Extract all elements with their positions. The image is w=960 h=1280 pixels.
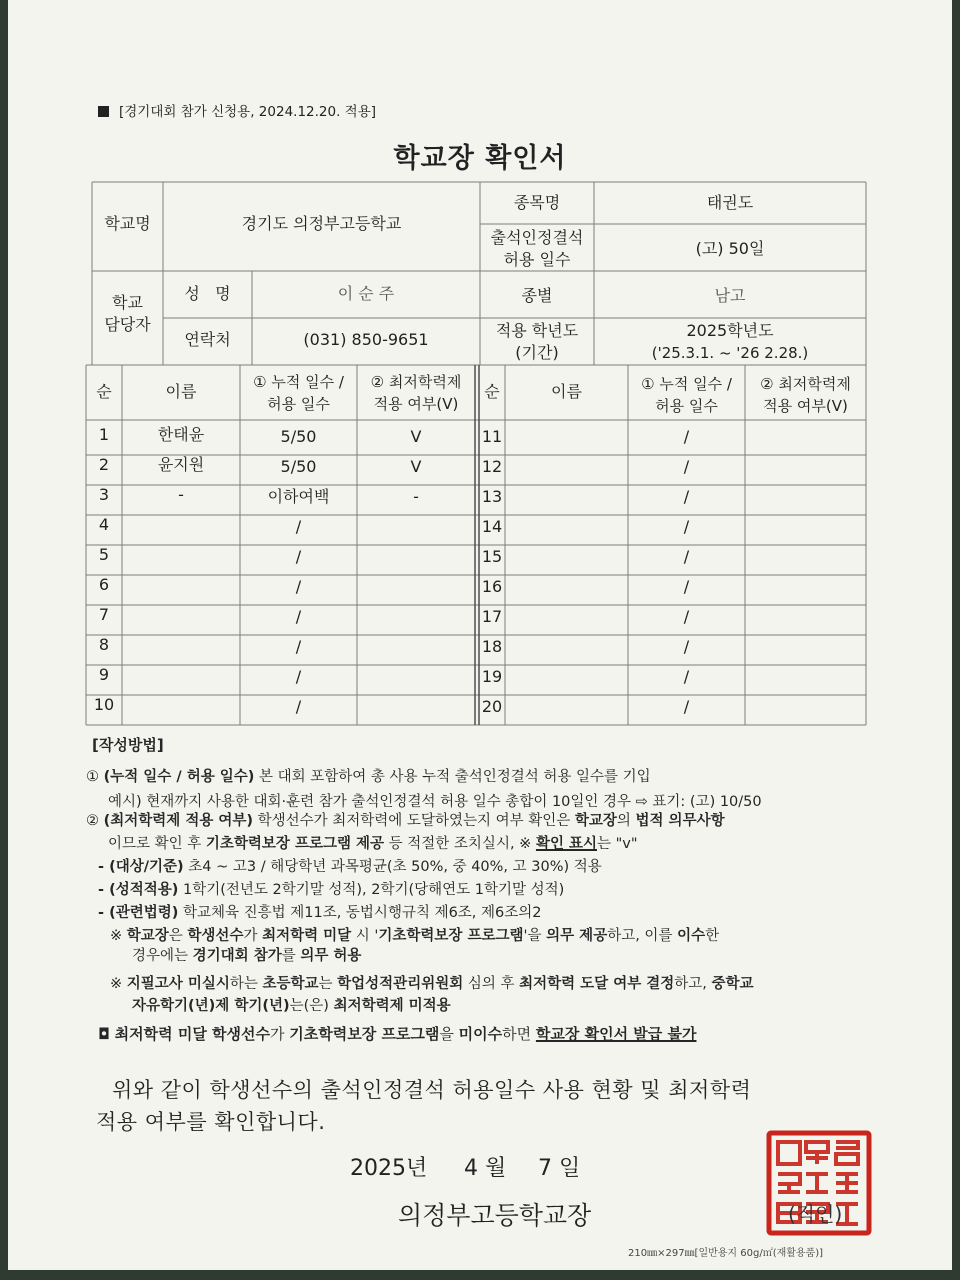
instruction-3-text: 학생선수가 최저학력에 도달하였는지 여부 확인은	[253, 813, 575, 829]
header-min-right-line1: ② 최저학력제	[760, 375, 851, 393]
row-days: /	[295, 577, 302, 596]
row-days: 이하여백	[267, 487, 330, 506]
instruction-line-6	[98, 881, 564, 899]
instruction-10-text4: 하고,	[674, 976, 712, 992]
header-no-left: 순	[96, 382, 112, 401]
instruction-11-bold: 자유학기(년)제 학기(년)	[132, 998, 290, 1014]
note-mark: ※	[110, 928, 127, 944]
row-days: /	[683, 577, 690, 596]
period-value: ('25.3.1. ~ '26 2.28.)	[651, 344, 809, 362]
type-value: 남고	[714, 286, 746, 305]
date-month: 4 월	[464, 1156, 507, 1181]
days-value: (고) 50일	[695, 239, 765, 258]
staff-label-line1: 학교	[112, 293, 143, 312]
instruction-10-bold2: 초등학교	[262, 976, 319, 992]
instruction-line-12	[98, 1025, 696, 1043]
row-no: 16	[481, 577, 503, 596]
instruction-3-text2: 의	[616, 813, 636, 829]
staff-label-line2: 담당자	[104, 315, 151, 334]
instruction-8-text6: 한	[705, 928, 720, 944]
instruction-12-bold2: 기초학력보장 프로그램	[289, 1025, 440, 1043]
instruction-4-bold: 기초학력보장 프로그램 제공	[205, 836, 385, 852]
header-days-right-line1: ① 누적 일수 /	[641, 375, 732, 393]
instruction-line-10	[110, 975, 754, 993]
instruction-10-bold: 지필고사 미실시	[126, 976, 230, 992]
instruction-12-bold3: 미이수	[458, 1025, 503, 1043]
header-min-right-line2: 적용 여부(V)	[763, 397, 848, 415]
instruction-4-text: 이므로 확인 후	[108, 836, 206, 852]
instruction-line-7	[98, 904, 542, 922]
form-note-text: [경기대회 참가 신청용, 2024.12.20. 적용]	[119, 104, 377, 120]
confirm-line-1: 위와 같이 학생선수의 출석인정결석 허용일수 사용 현황 및 최저학력	[112, 1078, 752, 1102]
instruction-7-bold: - (관련법령)	[98, 905, 179, 921]
year-label-line1: 적용 학년도	[495, 321, 579, 340]
row-days: /	[295, 517, 302, 536]
row-days: /	[683, 697, 690, 716]
header-days-left-line2: 허용 일수	[267, 395, 330, 413]
header-no-right: 순	[484, 382, 500, 401]
row-no: 13	[481, 487, 503, 506]
instruction-line-4	[108, 835, 638, 853]
name-label: 성 명	[184, 284, 231, 303]
event-label: 종목명	[513, 193, 561, 212]
instruction-9-text: 경우에는	[132, 948, 193, 964]
instruction-1-text: 본 대회 포함하여 총 사용 누적 출석인정결석 허용 일수를 기입	[254, 769, 651, 785]
row-no: 5	[98, 545, 110, 564]
row-no: 9	[98, 665, 110, 684]
row-days: /	[683, 487, 690, 506]
instruction-11-bold2: 최저학력제 미적용	[333, 998, 451, 1014]
row-name: 한태윤	[157, 425, 205, 444]
instruction-4-text3: 는 "v"	[597, 836, 638, 852]
year-label-line2: (기간)	[515, 343, 559, 362]
row-days: /	[683, 517, 690, 536]
confirm-line-2: 적용 여부를 확인합니다.	[96, 1110, 326, 1134]
row-no: 12	[481, 457, 503, 476]
instruction-8-bold5: 의무 제공	[546, 928, 608, 944]
row-no: 1	[98, 425, 110, 444]
instruction-line-1	[86, 768, 651, 786]
instruction-12-text3: 하면	[502, 1025, 536, 1043]
row-no: 19	[481, 667, 503, 686]
instruction-10-text2: 는	[318, 976, 338, 992]
instruction-9-text2: 를	[281, 948, 301, 964]
row-no: 3	[98, 485, 110, 504]
instruction-6-text: 1학기(전년도 2학기말 성적), 2학기(당해연도 1학기말 성적)	[178, 882, 565, 898]
instruction-8-bold6: 이수	[677, 928, 706, 944]
row-no: 14	[481, 517, 503, 536]
instructions-heading: [작성방법]	[92, 736, 164, 754]
seal-label: (직인)	[788, 1202, 843, 1226]
row-min: V	[410, 427, 422, 446]
circled-one-glyph: ①	[86, 769, 99, 785]
row-days: /	[683, 547, 690, 566]
instruction-line-9	[132, 947, 361, 965]
school-label: 학교명	[104, 214, 151, 233]
instruction-12-bold4: 학교장 확인서 발급 불가	[535, 1025, 697, 1043]
instruction-5-text: 초4 ~ 고3 / 해당학년 과목평균(초 50%, 중 40%, 고 30%) 적용	[183, 859, 602, 875]
instruction-3-bold3: 법적 의무사항	[635, 813, 725, 829]
row-no: 7	[98, 605, 110, 624]
instruction-4-text2: 등 적절한 조치실시, ※	[384, 836, 536, 852]
boxed-dot-icon: ◘	[98, 1025, 110, 1043]
instruction-8-bold4: 기초학력보장 프로그램	[378, 928, 524, 944]
note-mark: ※	[110, 976, 127, 992]
instruction-8-text2: 가	[243, 928, 263, 944]
header-days-right-line2: 허용 일수	[655, 397, 718, 415]
row-days: /	[683, 637, 690, 656]
header-name-right: 이름	[551, 382, 582, 401]
row-min: -	[413, 487, 419, 506]
instruction-10-text: 하는	[229, 976, 263, 992]
name-value: 이 순 주	[337, 284, 395, 303]
days-label-line2: 허용 일수	[503, 250, 571, 269]
instruction-11-text: 는(은)	[289, 998, 334, 1014]
instruction-12-bold: 최저학력 미달 학생선수	[114, 1025, 271, 1043]
row-days: 5/50	[280, 457, 317, 476]
row-no: 20	[481, 697, 503, 716]
instruction-7-text: 학교체육 진흥법 제11조, 동법시행규칙 제6조, 제6조의2	[178, 905, 542, 921]
instruction-8-text5: 하고, 이를	[607, 928, 678, 944]
instruction-8-bold: 학교장	[126, 928, 169, 944]
instruction-1-bold: (누적 일수 / 허용 일수)	[103, 769, 255, 785]
instruction-line-2: 예시) 현재까지 사용한 대회·훈련 참가 출석인정결석 허용 일수 총합이 10일인 경우 ⇨ 표기: (고) 10/50	[108, 794, 762, 810]
signer-title: 의정부고등학교장	[398, 1201, 592, 1230]
event-value: 태권도	[706, 193, 754, 212]
row-min: V	[410, 457, 422, 476]
instruction-8-bold2: 학생선수	[187, 928, 244, 944]
instruction-9-bold: 경기대회 참가	[192, 948, 282, 964]
header-min-left-line2: 적용 여부(V)	[373, 395, 459, 413]
row-no: 18	[481, 637, 503, 656]
instruction-line-3	[86, 812, 725, 830]
circled-two-glyph: ②	[86, 813, 99, 829]
row-no: 17	[481, 607, 503, 626]
instruction-line-11	[132, 997, 451, 1015]
instruction-12-text: 가	[270, 1025, 290, 1043]
date-year: 2025년	[350, 1156, 428, 1181]
row-no: 10	[93, 695, 115, 714]
instruction-4-bold2: 확인 표시	[535, 836, 598, 852]
row-days: /	[683, 427, 690, 446]
row-days: /	[683, 607, 690, 626]
row-days: /	[295, 607, 302, 626]
row-days: /	[295, 637, 302, 656]
instruction-8-bold3: 최저학력 미달	[262, 928, 352, 944]
instruction-5-bold: - (대상/기준)	[98, 859, 184, 875]
row-days: 5/50	[280, 427, 317, 446]
instruction-10-bold4: 최저학력 도달 여부 결정	[519, 976, 675, 992]
instruction-10-bold5: 중학교	[711, 976, 754, 992]
contact-label: 연락처	[184, 330, 231, 349]
row-days: /	[683, 667, 690, 686]
row-name: 윤지원	[157, 455, 205, 474]
days-label-line1: 출석인정결석	[490, 228, 584, 247]
form-note	[98, 100, 376, 120]
instruction-10-bold3: 학업성적관리위원회	[337, 976, 464, 992]
header-name-left: 이름	[165, 382, 197, 401]
type-label: 종별	[521, 286, 553, 305]
row-days: /	[295, 697, 302, 716]
row-no: 6	[98, 575, 110, 594]
instruction-9-bold2: 의무 허용	[300, 948, 362, 964]
row-no: 2	[98, 455, 110, 474]
page-title: 학교장 확인서	[393, 143, 567, 174]
header-min-left-line1: ② 최저학력제	[370, 373, 462, 391]
school-value: 경기도 의정부고등학교	[241, 214, 402, 233]
row-no: 8	[98, 635, 110, 654]
year-value: 2025학년도	[686, 321, 774, 340]
paper-spec-footer: 210㎜×297㎜[일반용지 60g/㎡(재활용품)]	[628, 1248, 824, 1259]
instruction-8-text4: '을	[523, 928, 547, 944]
instruction-line-5	[98, 858, 602, 876]
instruction-8-text3: 시 '	[351, 928, 379, 944]
square-bullet-icon	[98, 106, 109, 117]
date-day: 7 일	[538, 1156, 581, 1181]
row-no: 11	[481, 427, 503, 446]
instruction-6-bold: - (성적적용)	[98, 882, 179, 898]
instruction-line-8	[110, 927, 719, 945]
instruction-10-text3: 심의 후	[463, 976, 520, 992]
row-no: 4	[98, 515, 110, 534]
instruction-8-text: 은	[168, 928, 188, 944]
instruction-3-bold: (최저학력제 적용 여부)	[103, 813, 254, 829]
instruction-3-bold2: 학교장	[574, 813, 617, 829]
row-days: /	[295, 667, 302, 686]
row-days: /	[295, 547, 302, 566]
row-no: 15	[481, 547, 503, 566]
header-days-left-line1: ① 누적 일수 /	[253, 373, 344, 391]
row-name: -	[178, 485, 184, 504]
row-days: /	[683, 457, 690, 476]
contact-value: (031) 850-9651	[303, 330, 429, 349]
instruction-12-text2: 을	[439, 1025, 459, 1043]
